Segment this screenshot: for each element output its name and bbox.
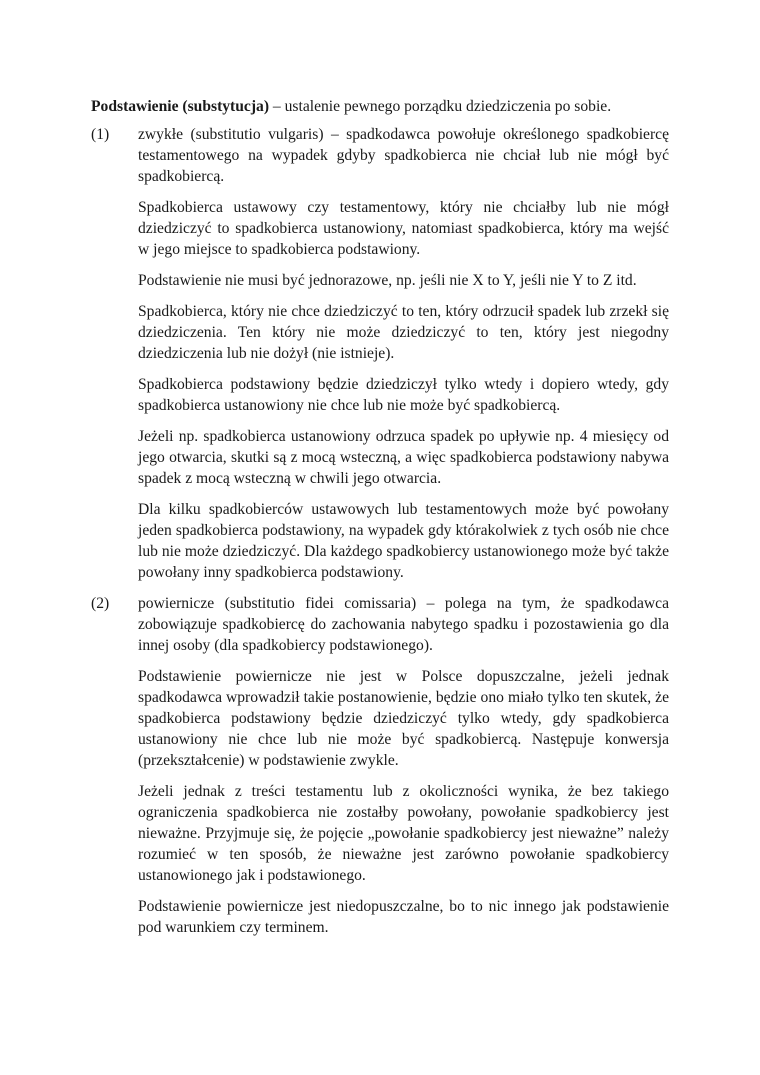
intro-term: Podstawienie (substytucja) — [91, 98, 270, 115]
intro-paragraph — [91, 96, 669, 117]
item-body — [138, 593, 669, 938]
paragraph: Spadkobierca ustawowy czy testamentowy, który nie chciałby lub nie mógł dziedziczyć to spadkobierca ustanowiony, natomiast spadkobierca, który ma wejść w jego miejsce to spadkobierca podstawiony. — [138, 199, 669, 258]
paragraph: powiernicze (substitutio fidei comissaria) – polega na tym, że spadkodawca zobowiązuje spadkobiercę do zachowania nabytego spadku i pozostawienia go dla innej osoby (dla spadkobiercy podstawionego). — [138, 595, 669, 654]
item-number: (2) — [91, 595, 110, 612]
intro-definition: – ustalenie pewnego porządku dziedziczenia po sobie. — [269, 98, 612, 115]
paragraph: zwykłe (substitutio vulgaris) – spadkodawca powołuje określonego spadkobiercę testamentowego na wypadek gdyby spadkobierca nie chciał lub nie mógł być spadkobiercą. — [138, 126, 669, 185]
paragraph: Dla kilku spadkobierców ustawowych lub testamentowych może być powołany jeden spadkobierca podstawiony, na wypadek gdy którakolwiek z tych osób nie chce lub nie może dziedziczyć. Dla każdego spadkobiercy ustanowionego może być także powołany inny spadkobierca podstawiony. — [138, 501, 669, 581]
list-item-1 — [91, 124, 669, 583]
document-page — [91, 96, 669, 948]
item-number: (1) — [91, 126, 110, 143]
paragraph: Spadkobierca podstawiony będzie dziedziczył tylko wtedy i dopiero wtedy, gdy spadkobierca ustanowiony nie chce lub nie może być spadkobiercą. — [138, 376, 669, 414]
paragraph: Jeżeli jednak z treści testamentu lub z okoliczności wynika, że bez takiego ograniczenia spadkobierca nie zostałby powołany, powołanie spadkobiercy jest nieważne. Przyjmuje się, że pojęcie „powołanie spadkobiercy jest nieważne” należy rozumieć w ten sposób, że nieważne jest zarówno powołanie spadkobiercy ustanowionego jak i podstawionego. — [138, 783, 669, 884]
paragraph: Podstawienie powiernicze nie jest w Polsce dopuszczalne, jeżeli jednak spadkodawca wprowadził takie postanowienie, będzie ono miało tylko ten skutek, że spadkobierca podstawiony będzie dziedziczyć tylko wtedy, gdy spadkobierca ustanowiony nie chce lub nie może być spadkobiercą. Następuje konwersja (przekształcenie) w podstawienie zwykle. — [138, 668, 669, 769]
paragraph: Podstawienie nie musi być jednorazowe, np. jeśli nie X to Y, jeśli nie Y to Z itd. — [138, 272, 637, 289]
item-body — [138, 124, 669, 583]
list-item-2 — [91, 593, 669, 938]
paragraph: Jeżeli np. spadkobierca ustanowiony odrzuca spadek po upływie np. 4 miesięcy od jego otwarcia, skutki są z mocą wsteczną, a więc spadkobierca podstawiony nabywa spadek z mocą wsteczną w chwili jego otwarcia. — [138, 428, 669, 487]
paragraph: Podstawienie powiernicze jest niedopuszczalne, bo to nic innego jak podstawienie pod warunkiem czy terminem. — [138, 898, 669, 936]
paragraph: Spadkobierca, który nie chce dziedziczyć to ten, który odrzucił spadek lub zrzekł się dziedziczenia. Ten który nie może dziedziczyć to ten, który jest niegodny dziedziczenia lub nie dożył (nie istnieje). — [138, 303, 669, 362]
